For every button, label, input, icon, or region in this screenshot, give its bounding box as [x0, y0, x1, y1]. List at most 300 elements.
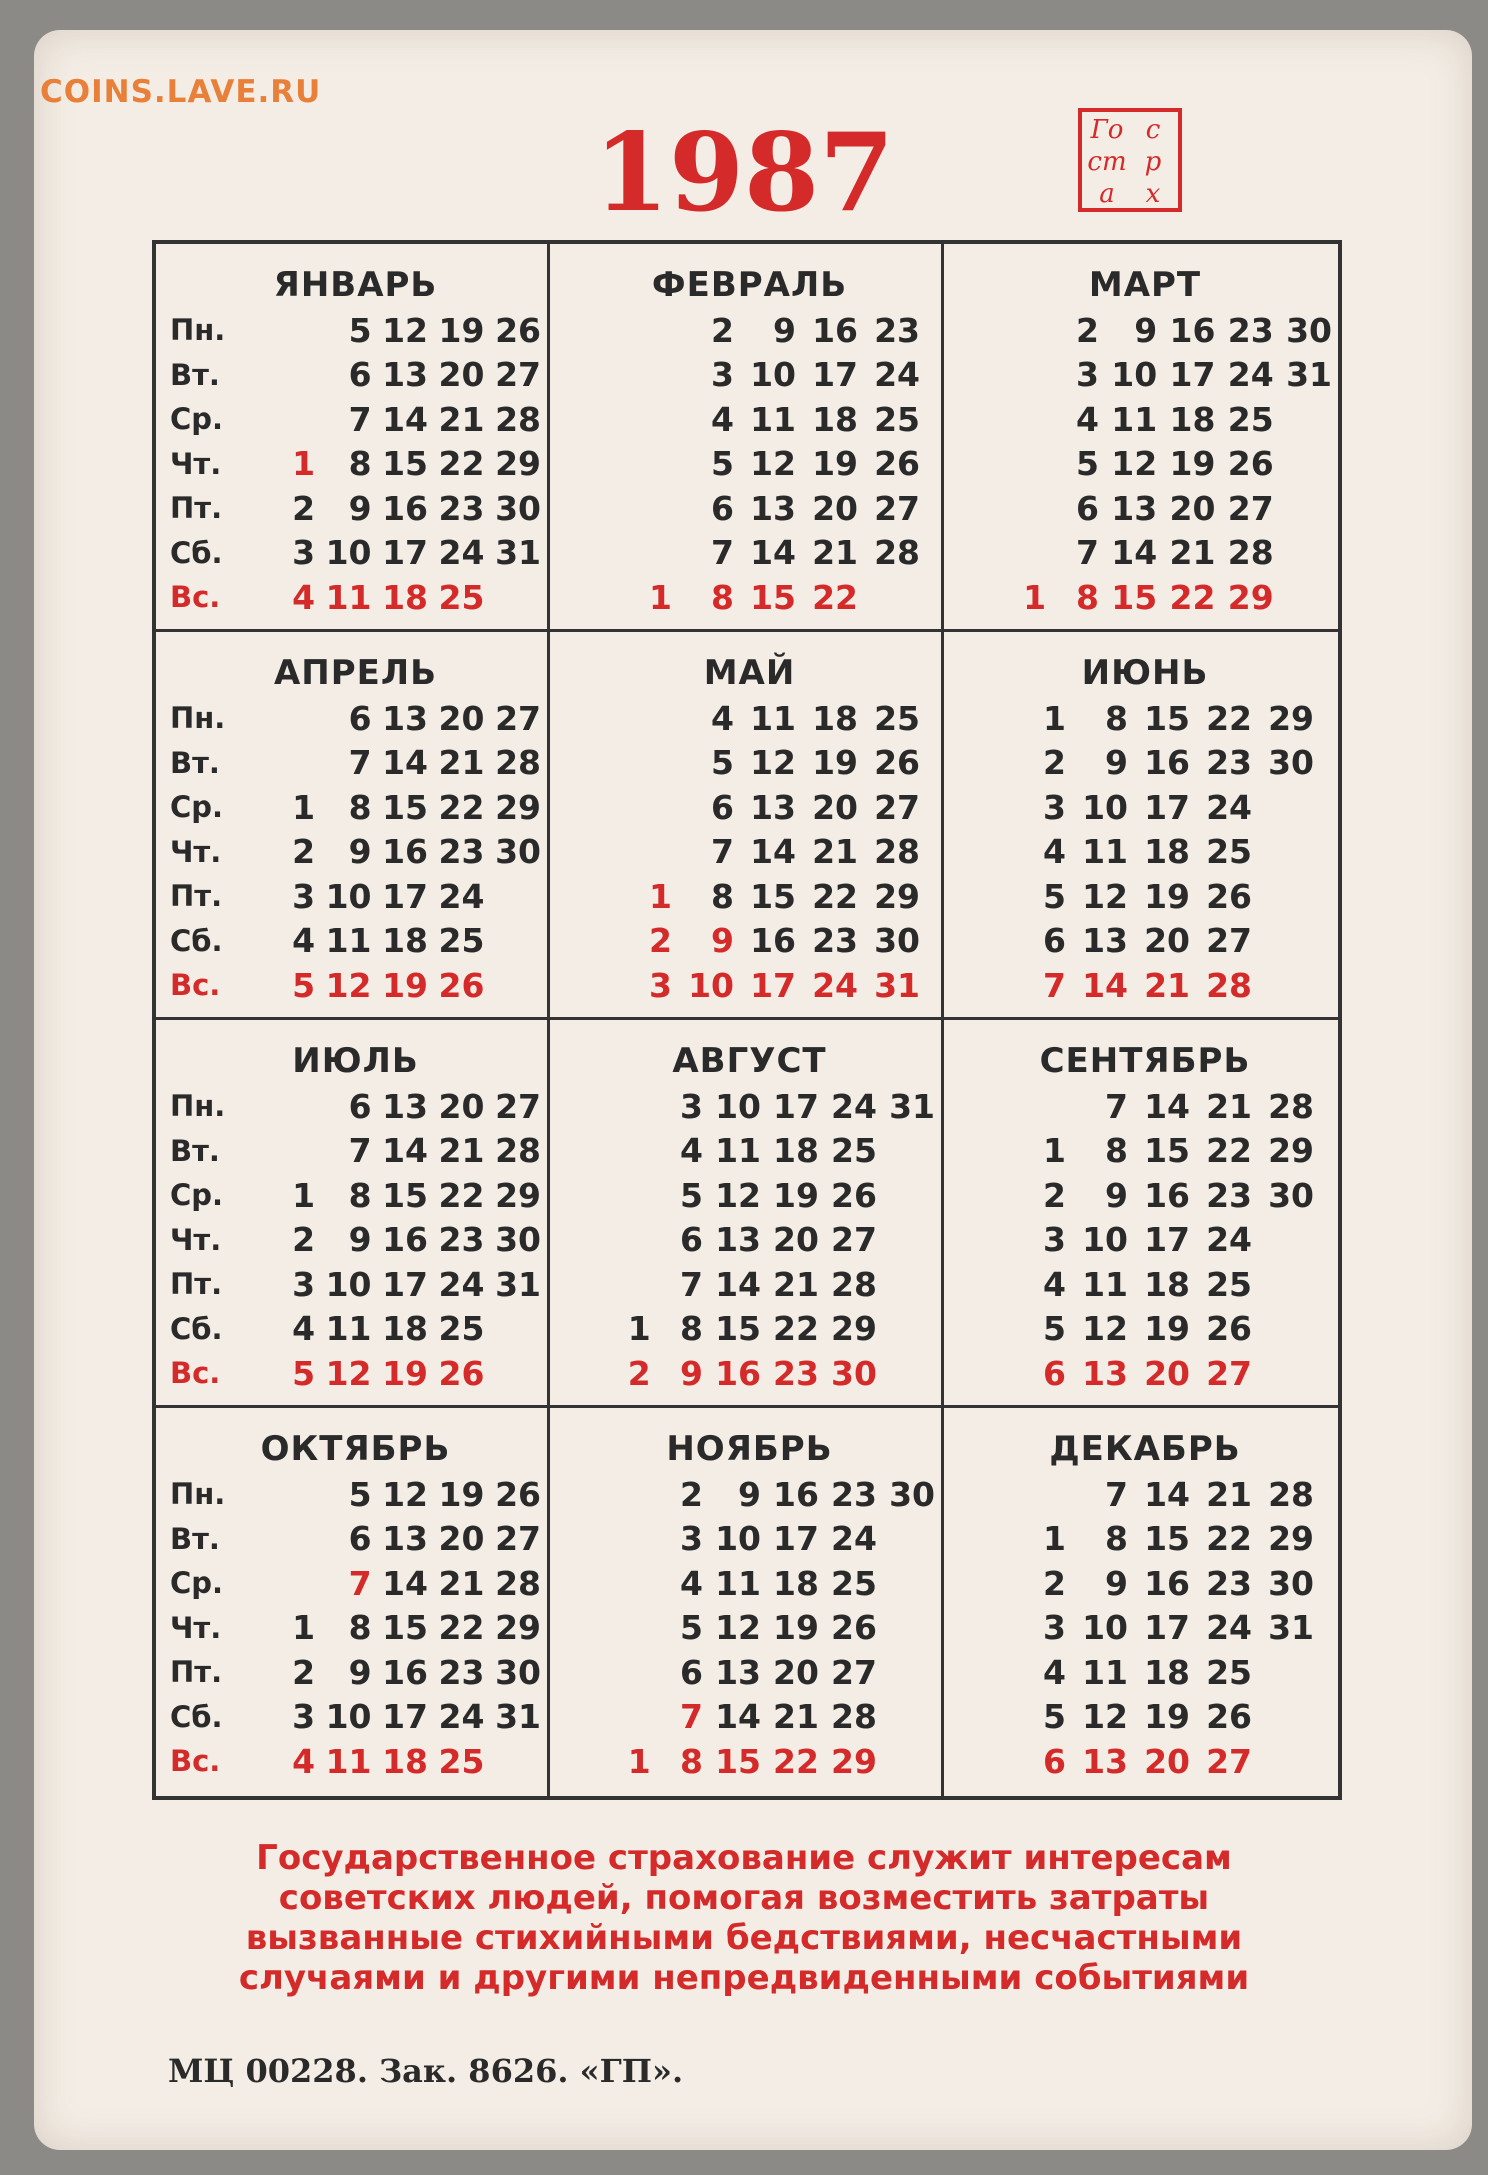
- day-cell: [610, 531, 672, 576]
- month-days-table: [958, 308, 1332, 620]
- spacer: [564, 874, 610, 919]
- week-row: [170, 919, 541, 964]
- week-row: [958, 1218, 1314, 1263]
- week-row: [958, 1606, 1314, 1651]
- day-cell: 15: [382, 444, 428, 484]
- day-cell: 5: [1043, 876, 1066, 916]
- day-cell: 21: [438, 1563, 485, 1603]
- day-cell: 16: [382, 1652, 428, 1692]
- weekday-label: Пн.: [170, 1089, 226, 1124]
- week-row: [170, 1351, 541, 1396]
- day-cell: 3: [680, 1519, 704, 1559]
- day-cell: 4: [1043, 1264, 1066, 1304]
- week-row: [564, 696, 920, 741]
- week-row: [170, 963, 541, 1008]
- day-cell: 7: [348, 1563, 372, 1603]
- day-cell: [266, 353, 315, 398]
- day-cell: 21: [773, 1697, 819, 1737]
- day-cell: 1: [649, 577, 672, 617]
- month-days-table: [564, 308, 920, 620]
- day-cell: 11: [325, 1309, 372, 1349]
- day-cell: [610, 486, 672, 531]
- month-name: МАЙ: [703, 653, 796, 693]
- week-row: [958, 1084, 1314, 1129]
- day-cell: 17: [773, 1086, 819, 1126]
- day-cell: [877, 1561, 935, 1606]
- day-cell: 19: [382, 965, 428, 1005]
- day-cell: 2: [649, 921, 672, 961]
- day-cell: 14: [1144, 1474, 1190, 1514]
- day-cell: 1: [1043, 1131, 1066, 1171]
- day-cell: [877, 1262, 935, 1307]
- logo-letter: с: [1145, 115, 1161, 145]
- day-cell: 25: [1206, 832, 1252, 872]
- spacer: [564, 919, 610, 964]
- day-cell: 6: [348, 355, 372, 395]
- day-cell: [877, 1517, 935, 1562]
- spacer: [564, 1262, 599, 1307]
- day-cell: 2: [680, 1474, 704, 1514]
- weekday-label: Ср.: [170, 1566, 224, 1601]
- day-cell: 31: [495, 1264, 541, 1304]
- day-cell: 29: [1268, 1131, 1314, 1171]
- day-cell: 20: [812, 488, 858, 528]
- day-cell: 27: [831, 1220, 877, 1260]
- day-cell: 1: [649, 876, 672, 916]
- spacer: [958, 1351, 1004, 1396]
- week-row: [564, 442, 920, 487]
- day-cell: 21: [438, 399, 485, 439]
- day-cell: 29: [495, 1608, 541, 1648]
- spacer: [958, 1218, 1004, 1263]
- day-cell: 31: [874, 965, 920, 1005]
- week-row: [958, 397, 1332, 442]
- day-cell: 12: [382, 310, 428, 350]
- week-row: [958, 919, 1314, 964]
- day-cell: 30: [495, 1652, 541, 1692]
- spacer: [958, 830, 1004, 875]
- day-cell: [599, 1517, 651, 1562]
- month-days-table: [564, 1472, 935, 1784]
- day-cell: 22: [1206, 698, 1252, 738]
- weekday-label: Сб.: [170, 1311, 223, 1346]
- week-row: [958, 696, 1314, 741]
- weekday-label: Сб.: [170, 1699, 223, 1734]
- day-cell: 25: [438, 1741, 485, 1781]
- day-cell: 2: [1043, 743, 1066, 783]
- day-cell: 17: [1144, 1220, 1190, 1260]
- spacer: [564, 741, 610, 786]
- day-cell: 31: [889, 1086, 935, 1126]
- month-block: [944, 244, 1338, 632]
- spacer: [958, 1517, 1004, 1562]
- day-cell: 30: [1286, 310, 1332, 350]
- day-cell: 3: [292, 876, 316, 916]
- spacer: [958, 696, 1004, 741]
- day-cell: 27: [831, 1652, 877, 1692]
- year-title: 1987: [593, 110, 895, 236]
- spacer: [564, 1173, 599, 1218]
- month-days-table: [170, 308, 541, 620]
- day-cell: 24: [438, 876, 485, 916]
- day-cell: 13: [382, 1519, 428, 1559]
- day-cell: 14: [715, 1264, 761, 1304]
- day-cell: 19: [1169, 444, 1216, 484]
- day-cell: 26: [1206, 1697, 1252, 1737]
- day-cell: [266, 1472, 315, 1517]
- day-cell: 3: [292, 533, 316, 573]
- month-name: ОКТЯБРЬ: [260, 1429, 451, 1469]
- day-cell: 15: [382, 787, 428, 827]
- day-cell: 12: [750, 743, 796, 783]
- day-cell: [1274, 397, 1332, 442]
- weekday-label: Пт.: [170, 1267, 223, 1302]
- weekday-label: Чт.: [170, 1610, 222, 1645]
- day-cell: 13: [750, 787, 796, 827]
- day-cell: 20: [438, 355, 485, 395]
- weekday-label: Пт.: [170, 491, 223, 526]
- day-cell: 21: [1206, 1474, 1252, 1514]
- spacer: [564, 1739, 599, 1784]
- month-name: МАРТ: [1088, 265, 1202, 305]
- day-cell: [1252, 874, 1314, 919]
- weekday-label: Чт.: [170, 834, 222, 869]
- day-cell: 15: [715, 1741, 761, 1781]
- day-cell: 24: [438, 1264, 485, 1304]
- day-cell: 11: [750, 698, 796, 738]
- day-cell: 15: [382, 1608, 428, 1648]
- day-cell: 12: [382, 1474, 428, 1514]
- day-cell: 20: [1144, 1741, 1190, 1781]
- day-cell: 6: [348, 698, 372, 738]
- week-row: [958, 1739, 1314, 1784]
- day-cell: [877, 1218, 935, 1263]
- day-cell: 26: [831, 1608, 877, 1648]
- day-cell: [1274, 531, 1332, 576]
- day-cell: 6: [348, 1086, 372, 1126]
- day-cell: 26: [1206, 1309, 1252, 1349]
- day-cell: [877, 1173, 935, 1218]
- day-cell: 7: [1105, 1086, 1128, 1126]
- day-cell: 23: [1206, 743, 1252, 783]
- spacer: [564, 1307, 599, 1352]
- day-cell: 10: [715, 1519, 761, 1559]
- week-row: [170, 1517, 541, 1562]
- day-cell: 5: [680, 1608, 704, 1648]
- day-cell: 12: [750, 444, 796, 484]
- day-cell: 8: [1105, 1131, 1128, 1171]
- day-cell: 15: [750, 577, 796, 617]
- weekday-label: Вт.: [170, 745, 220, 780]
- day-cell: 14: [715, 1697, 761, 1737]
- day-cell: 1: [627, 1741, 651, 1781]
- week-row: [170, 1218, 541, 1263]
- day-cell: 14: [382, 1131, 428, 1171]
- month-name: АПРЕЛЬ: [273, 653, 438, 693]
- day-cell: 9: [680, 1353, 704, 1393]
- day-cell: 28: [495, 399, 541, 439]
- week-row: [564, 486, 920, 531]
- week-row: [170, 1173, 541, 1218]
- day-cell: 14: [1111, 533, 1158, 573]
- day-cell: [266, 1561, 315, 1606]
- spacer: [564, 442, 610, 487]
- day-cell: [1252, 830, 1314, 875]
- day-cell: 20: [438, 1519, 485, 1559]
- day-cell: 22: [438, 1175, 485, 1215]
- day-cell: 18: [1144, 1652, 1190, 1692]
- day-cell: 29: [874, 876, 920, 916]
- day-cell: 7: [348, 1131, 372, 1171]
- spacer: [958, 1472, 1004, 1517]
- day-cell: 23: [438, 832, 485, 872]
- day-cell: 2: [1043, 1563, 1066, 1603]
- week-row: [564, 1561, 935, 1606]
- logo-letter: Го: [1090, 115, 1124, 145]
- day-cell: 3: [292, 1697, 316, 1737]
- spacer: [958, 1129, 1004, 1174]
- week-row: [170, 1129, 541, 1174]
- week-row: [958, 741, 1314, 786]
- day-cell: 12: [715, 1608, 761, 1648]
- spacer: [564, 575, 610, 620]
- day-cell: [484, 1739, 541, 1784]
- day-cell: 19: [1144, 1309, 1190, 1349]
- day-cell: 25: [1227, 399, 1274, 439]
- day-cell: 30: [889, 1474, 935, 1514]
- day-cell: 19: [1144, 876, 1190, 916]
- day-cell: 8: [348, 444, 372, 484]
- weekday-label: Вс.: [170, 580, 221, 615]
- month-name: АВГУСТ: [672, 1041, 827, 1081]
- day-cell: 10: [325, 533, 372, 573]
- week-row: [170, 308, 541, 353]
- spacer: [564, 1084, 599, 1129]
- spacer: [564, 830, 610, 875]
- week-row: [564, 919, 920, 964]
- day-cell: 19: [812, 444, 858, 484]
- day-cell: 28: [831, 1264, 877, 1304]
- day-cell: 13: [715, 1652, 761, 1692]
- day-cell: 28: [874, 832, 920, 872]
- day-cell: 7: [348, 399, 372, 439]
- day-cell: 10: [325, 1264, 372, 1304]
- day-cell: 11: [1082, 1652, 1128, 1692]
- week-row: [170, 397, 541, 442]
- week-row: [564, 575, 920, 620]
- day-cell: 1: [292, 787, 316, 827]
- day-cell: 27: [874, 488, 920, 528]
- day-cell: 12: [715, 1175, 761, 1215]
- week-row: [170, 531, 541, 576]
- month-block: [550, 1408, 944, 1796]
- day-cell: [993, 486, 1046, 531]
- week-row: [564, 785, 920, 830]
- week-row: [564, 1695, 935, 1740]
- day-cell: 17: [773, 1519, 819, 1559]
- spacer: [564, 531, 610, 576]
- day-cell: 10: [688, 965, 734, 1005]
- week-row: [170, 1262, 541, 1307]
- day-cell: [484, 874, 541, 919]
- weekday-label: Пн.: [170, 701, 226, 736]
- day-cell: 28: [1268, 1474, 1314, 1514]
- day-cell: 20: [438, 1086, 485, 1126]
- day-cell: 6: [680, 1652, 704, 1692]
- day-cell: 19: [1144, 1697, 1190, 1737]
- day-cell: [610, 353, 672, 398]
- day-cell: [993, 397, 1046, 442]
- day-cell: 1: [1043, 698, 1066, 738]
- day-cell: [1252, 1650, 1314, 1695]
- week-row: [958, 1351, 1314, 1396]
- month-block: [156, 1408, 550, 1796]
- day-cell: 11: [715, 1563, 761, 1603]
- week-row: [958, 1129, 1314, 1174]
- day-cell: 18: [382, 577, 428, 617]
- day-cell: 30: [1268, 1563, 1314, 1603]
- day-cell: 9: [738, 1474, 761, 1514]
- weekday-label: Ср.: [170, 402, 224, 437]
- weekday-label: Вс.: [170, 1356, 221, 1391]
- day-cell: 5: [348, 310, 372, 350]
- spacer: [958, 1561, 1004, 1606]
- day-cell: 23: [812, 921, 858, 961]
- day-cell: [484, 919, 541, 964]
- day-cell: 3: [1043, 1608, 1066, 1648]
- day-cell: 4: [292, 1309, 316, 1349]
- month-days-table: [170, 1084, 541, 1396]
- day-cell: [266, 1084, 315, 1129]
- day-cell: 28: [495, 743, 541, 783]
- week-row: [564, 1517, 935, 1562]
- day-cell: 7: [1076, 533, 1099, 573]
- day-cell: 29: [495, 787, 541, 827]
- day-cell: 13: [1111, 488, 1158, 528]
- day-cell: [1252, 1739, 1314, 1784]
- week-row: [170, 830, 541, 875]
- day-cell: 16: [1144, 743, 1190, 783]
- day-cell: [993, 353, 1046, 398]
- week-row: [564, 1173, 935, 1218]
- day-cell: 11: [1082, 832, 1128, 872]
- month-days-table: [170, 1472, 541, 1784]
- spacer: [564, 1218, 599, 1263]
- day-cell: 25: [1206, 1652, 1252, 1692]
- day-cell: [1252, 1351, 1314, 1396]
- month-block: [550, 1020, 944, 1408]
- spacer: [564, 1695, 599, 1740]
- day-cell: 17: [1144, 1608, 1190, 1648]
- day-cell: 14: [1082, 965, 1128, 1005]
- day-cell: 4: [292, 1741, 316, 1781]
- day-cell: 30: [1268, 1175, 1314, 1215]
- logo-letter: ст: [1087, 147, 1127, 177]
- day-cell: 27: [495, 355, 541, 395]
- day-cell: 22: [773, 1309, 819, 1349]
- day-cell: 1: [292, 444, 316, 484]
- day-cell: 31: [1268, 1608, 1314, 1648]
- spacer: [958, 308, 993, 353]
- spacer: [564, 963, 610, 1008]
- day-cell: 9: [1105, 1175, 1128, 1215]
- day-cell: 15: [382, 1175, 428, 1215]
- day-cell: 5: [292, 965, 316, 1005]
- week-row: [564, 1472, 935, 1517]
- day-cell: [1252, 785, 1314, 830]
- spacer: [958, 1084, 1004, 1129]
- week-row: [564, 397, 920, 442]
- day-cell: 19: [773, 1175, 819, 1215]
- day-cell: 3: [1076, 355, 1099, 395]
- day-cell: 27: [495, 1519, 541, 1559]
- weekday-label: Вс.: [170, 1744, 221, 1779]
- logo-letter: а: [1099, 179, 1115, 209]
- day-cell: 6: [680, 1220, 704, 1260]
- week-row: [564, 1650, 935, 1695]
- day-cell: [610, 442, 672, 487]
- day-cell: 13: [1082, 1741, 1128, 1781]
- day-cell: 23: [438, 488, 485, 528]
- day-cell: 1: [1043, 1519, 1066, 1559]
- week-row: [958, 531, 1332, 576]
- day-cell: 4: [292, 577, 316, 617]
- day-cell: 21: [812, 832, 858, 872]
- day-cell: 7: [1043, 965, 1066, 1005]
- day-cell: 29: [495, 1175, 541, 1215]
- week-row: [170, 1695, 541, 1740]
- day-cell: 11: [715, 1131, 761, 1171]
- week-row: [958, 486, 1332, 531]
- month-days-table: [564, 696, 920, 1008]
- spacer: [958, 575, 993, 620]
- day-cell: [599, 1650, 651, 1695]
- day-cell: 5: [1043, 1697, 1066, 1737]
- day-cell: 8: [711, 577, 734, 617]
- day-cell: 20: [773, 1220, 819, 1260]
- day-cell: 17: [1169, 355, 1216, 395]
- day-cell: 22: [1206, 1131, 1252, 1171]
- day-cell: 4: [292, 921, 316, 961]
- day-cell: 7: [1105, 1474, 1128, 1514]
- spacer: [564, 1517, 599, 1562]
- day-cell: 16: [1169, 310, 1216, 350]
- weekday-label: Сб.: [170, 535, 223, 570]
- day-cell: 13: [1082, 1353, 1128, 1393]
- weekday-label: Сб.: [170, 923, 223, 958]
- day-cell: 11: [325, 921, 372, 961]
- week-row: [958, 1650, 1314, 1695]
- day-cell: 13: [382, 355, 428, 395]
- month-name: ФЕВРАЛЬ: [651, 265, 848, 305]
- day-cell: 8: [1076, 577, 1099, 617]
- month-name: ЯНВАРЬ: [273, 265, 438, 305]
- day-cell: 10: [1082, 1608, 1128, 1648]
- day-cell: [599, 1472, 651, 1517]
- day-cell: 26: [438, 1353, 485, 1393]
- day-cell: [484, 1307, 541, 1352]
- slogan-text: [0, 1838, 1488, 1998]
- day-cell: 5: [348, 1474, 372, 1514]
- spacer: [564, 486, 610, 531]
- day-cell: 21: [812, 533, 858, 573]
- weekday-label: Чт.: [170, 446, 222, 481]
- weekday-label: Пн.: [170, 313, 226, 348]
- day-cell: 16: [1144, 1563, 1190, 1603]
- day-cell: 5: [1076, 444, 1099, 484]
- day-cell: [610, 741, 672, 786]
- day-cell: 30: [831, 1353, 877, 1393]
